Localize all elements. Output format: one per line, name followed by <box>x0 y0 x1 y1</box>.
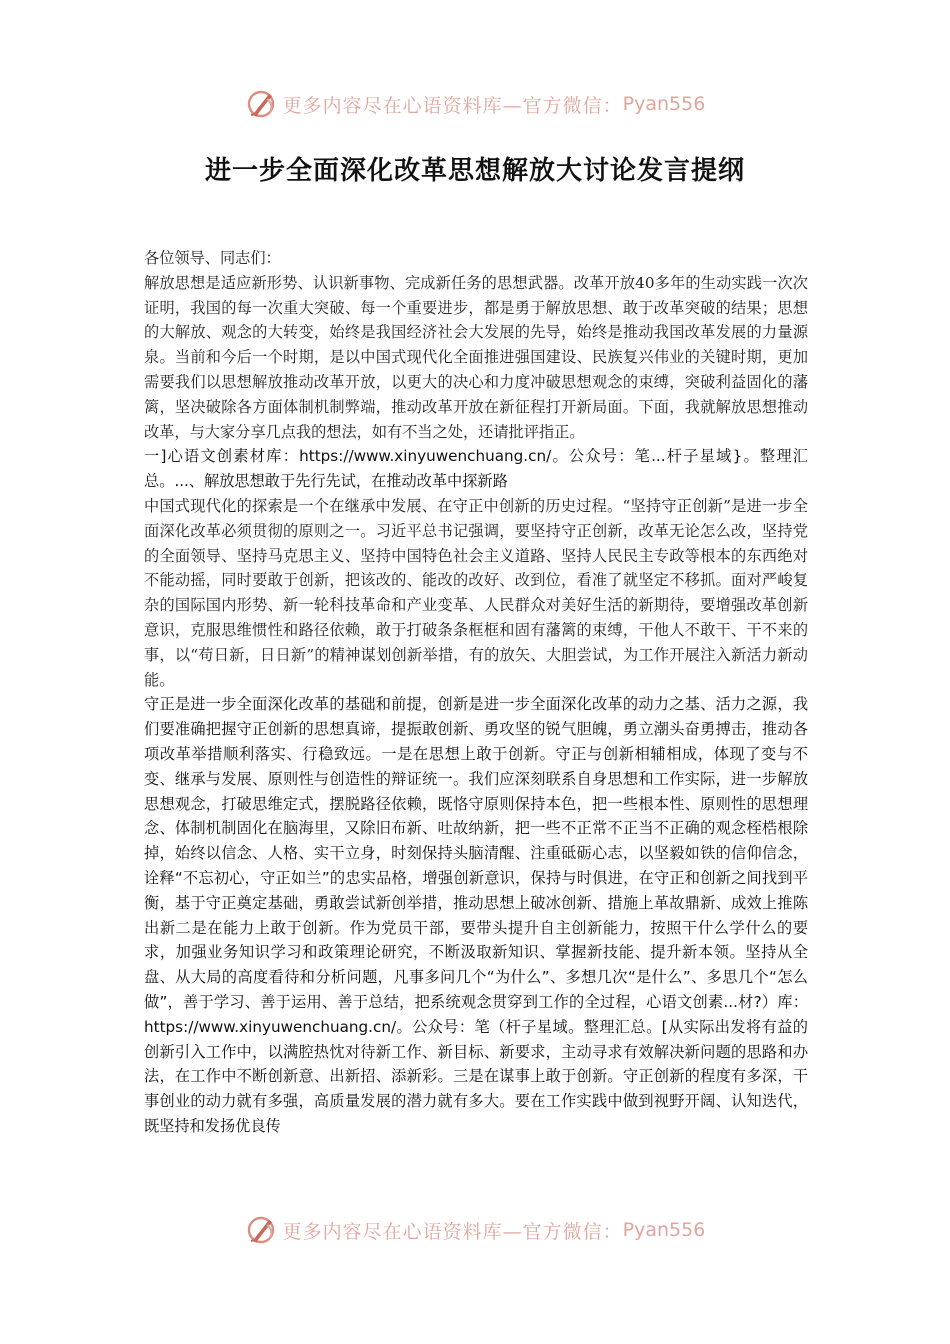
watermark-handle: Pyan556 <box>622 93 706 115</box>
footer-watermark <box>0 1210 950 1250</box>
paragraph-innovation: 中国式现代化的探索是一个在继承中发展、在守正中创新的历史过程。“坚持守正创新”是进一步全面深化改革必须贯彻的原则之一。习近平总书记强调，要坚持守正创新，改革无论怎么改，坚持党的全面领导、坚持马克思主义、坚持中国特色社会主义道路、坚持人民民主专政等根本的东西绝对不能动摇，同时要敢于创新，把该改的、能改的改好、改到位，看准了就坚定不移抓。面对严峻复杂的国际国内形势、新一轮科技革命和产业变革、人民群众对美好生活的新期待，要增强改革创新意识，克服思维惯性和路径依赖，敢于打破条条框框和固有藩篱的束缚，干他人不敢干、干不来的事，以“苟日新，日日新”的精神谋划创新举措，有的放矢、大胆尝试，为工作开展注入新活力新动能。 <box>144 496 808 689</box>
paragraph-shouzheng: 守正是进一步全面深化改革的基础和前提，创新是进一步全面深化改革的动力之基、活力之源，我们要准确把握守正创新的思想真谛，提振敢创新、勇攻坚的锐气胆魄，勇立潮头奋勇搏击，推动各项改革举措顺利落实、行稳致远。一是在思想上敢于创新。守正与创新相辅相成，体现了变与不变、继承与发展、原则性与创造性的辩证统一。我们应深刻联系自身思想和工作实际，进一步解放思想观念，打破思维定式，摆脱路径依赖，既恪守原则保持本色，把一些根本性、原则性的思想理念、体制机制固化在脑海里，又除旧布新、吐故纳新，把一些不正常不正当不正确的观念桎梏根除掉，始终以信念、人格、实干立身，时刻保持头脑清醒、注重砥砺心志，以坚毅如铁的信仰信念，诠释“不忘初心，守正如兰”的忠实品格，增强创新意识，保持与时俱进，在守正和创新之间找到平衡，基于守正奠定基础，勇敢尝试新创举措，推动思想上破冰创新、措施上革故鼎新、成效上推陈出新二是在能力上敢于创新。作为党员干部，要带头提升自主创新能力，按照干什么学什么的要求，加强业务知识学习和政策理论研究，不断汲取新知识、掌握新技能、提升新本领。坚持从全盘、从大局的高度看待和分析问题，凡事多问几个“为什么”、多想几次“是什么”、多思几个“怎么做”，善于学习、善于运用、善于总结，把系统观念贯穿到工作的全过程，心语文创素...材?）库：https://www.xinyuwenchuang.cn/。公众号：笔（杆子星域。整理汇总。[从实际出发将有益的创新引入工作中，以满腔热忱对待新工作、新目标、新要求，主动寻求有效解决新问题的思路和办法，在工作中不断创新意、出新招、添新彩。三是在谋事上敢于创新。守正创新的程度有多深，干事创业的动力就有多强，高质量发展的潜力就有多大。要在工作实践中做到视野开阔、认知迭代，既坚持和发扬优良传 <box>144 695 808 1135</box>
watermark-text: 更多内容尽在心语资料库—官方微信： <box>282 94 623 117</box>
brush-logo-icon <box>245 87 279 121</box>
watermark-handle: Pyan556 <box>622 1219 706 1241</box>
paragraph-intro: 解放思想是适应新形势、认识新事物、完成新任务的思想武器。改革开放40多年的生动实践一次次证明，我国的每一次重大突破、每一个重要进步，都是勇于解放思想、敢于改革突破的结果；思想的大解放、观念的大转变，始终是我国经济社会大发展的先导，始终是推动我国改革发展的力量源泉。当前和今后一个时期，是以中国式现代化全面推进强国建设、民族复兴伟业的关键时期，更加需要我们以思想解放推动改革开放，以更大的决心和力度冲破思想观念的束缚，突破利益固化的藩篱，坚决破除各方面体制机制弊端，推动改革开放在新征程打开新局面。下面，我就解放思想推动改革，与大家分享几点我的想法，如有不当之处，还请批评指正。 <box>144 273 808 441</box>
salutation: 各位领导、同志们： <box>144 249 281 267</box>
document-title: 进一步全面深化改革思想解放大讨论发言提纲 <box>204 156 745 186</box>
document-body <box>144 246 808 1139</box>
header-watermark <box>0 84 950 124</box>
brush-logo-icon <box>245 1213 279 1247</box>
watermark-text: 更多内容尽在心语资料库—官方微信： <box>282 1220 623 1243</box>
section-heading-1: 一]心语文创素材库：https://www.xinyuwenchuang.cn/。公众号：笔...杆子星域}。整理汇总。...、解放思想敢于先行先试，在推动改革中探新路 <box>144 447 808 491</box>
